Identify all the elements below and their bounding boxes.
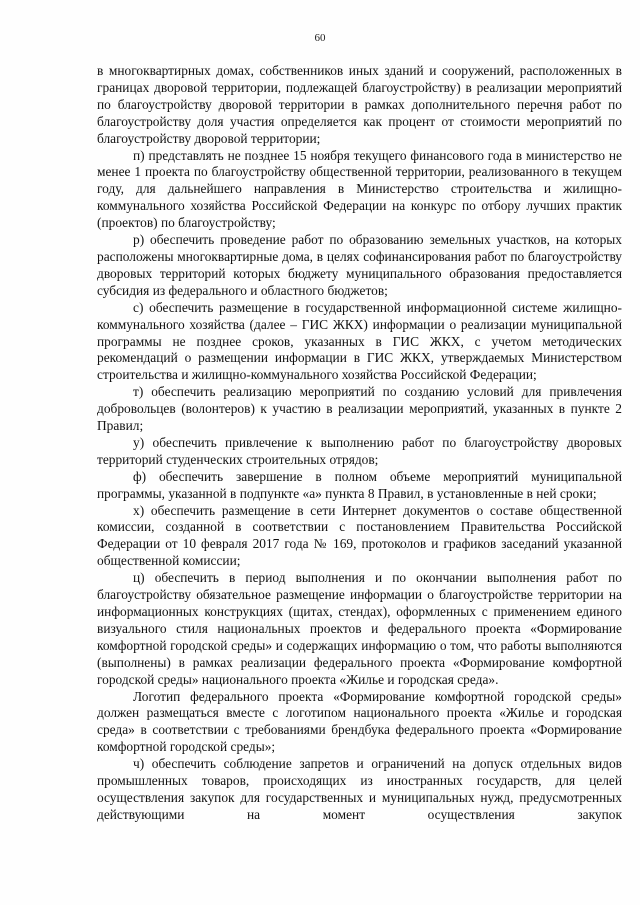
paragraph-item-r: р) обеспечить проведение работ по образованию земельных участков, на которых расположены многоквартирные дома, в целях софинансирования работ по благоустройству дворовых территорий которых бюджету муниципального образования предоставляется субсидия из федерального и областного бюджетов; (97, 232, 622, 298)
paragraph-item-ch: ч) обеспечить соблюдение запретов и ограничений на допуск отдельных видов промышленных товаров, происходящих из иностранных государств, для целей осуществления закупок для государственных и муниципальных нужд, предусмотренных действующими на момент осуществления закупок (97, 756, 622, 822)
document-body (97, 63, 622, 824)
paragraph-item-s: с) обеспечить размещение в государственной информационной системе жилищно-коммунального хозяйства (далее – ГИС ЖКХ) информации о реализации муниципальной программы не позднее сроков, указанных в ГИС ЖКХ, с учетом методических рекомендаций о размещении информации в ГИС ЖКХ, утверждаемых Министерством строительства и жилищно-коммунального хозяйства Российской Федерации; (97, 299, 622, 383)
paragraph-item-ts: ц) обеспечить в период выполнения и по окончании выполнения работ по благоустройству обязательное размещение информации о благоустройстве территории на информационных конструкциях (щитах, стендах), оформленных с применением единого визуального стиля национальных проектов и федерального проекта «Формирование комфортной городской среды» и содержащих информацию о том, что работы выполняются (выполнены) в рамках реализации федерального проекта «Формирование комфортной городской среды» национального проекта «Жилье и городская среда». (97, 570, 622, 687)
paragraph-logo-note: Логотип федерального проекта «Формирование комфортной городской среды» должен размещаться вместе с логотипом национального проекта «Жилье и городская среда» в соответствии с требованиями брендбука федерального проекта «Формирование комфортной городской среды»; (97, 688, 622, 755)
paragraph-item-u: у) обеспечить привлечение к выполнению работ по благоустройству дворовых территорий студенческих строительных отрядов; (97, 434, 622, 467)
paragraph-item-f: ф) обеспечить завершение в полном объеме мероприятий муниципальной программы, указанной в подпункте «а» пункта 8 Правил, в установленные в ней сроки; (97, 468, 622, 501)
paragraph-continuation: в многоквартирных домах, собственников иных зданий и сооружений, расположенных в границах дворовой территории, подлежащей благоустройству) в реализации мероприятий по благоустройству дворовой территории в рамках дополнительного перечня работ по благоустройству доля участия определяется как процент от стоимости мероприятий по благоустройству дворовой территории; (97, 63, 622, 146)
page-number: 60 (314, 32, 326, 44)
paragraph-item-p: п) представлять не позднее 15 ноября текущего финансового года в министерство не менее 1 проекта по благоустройству общественной территории, реализованного в текущем году, для дальнейшего направления в Министерство строительства и жилищно-коммунального хозяйства Российской Федерации на конкурс по отбору лучших практик (проектов) по благоустройству; (97, 147, 622, 231)
paragraph-item-t: т) обеспечить реализацию мероприятий по созданию условий для привлечения добровольцев (волонтеров) к участию в реализации мероприятий, указанных в пункте 2 Правил; (97, 384, 622, 434)
paragraph-item-kh: х) обеспечить размещение в сети Интернет документов о составе общественной комиссии, созданной в соответствии с постановлением Правительства Российской Федерации от 10 февраля 2017 года № 169, протоколов и графиков заседаний указанной общественной комиссии; (97, 502, 622, 569)
